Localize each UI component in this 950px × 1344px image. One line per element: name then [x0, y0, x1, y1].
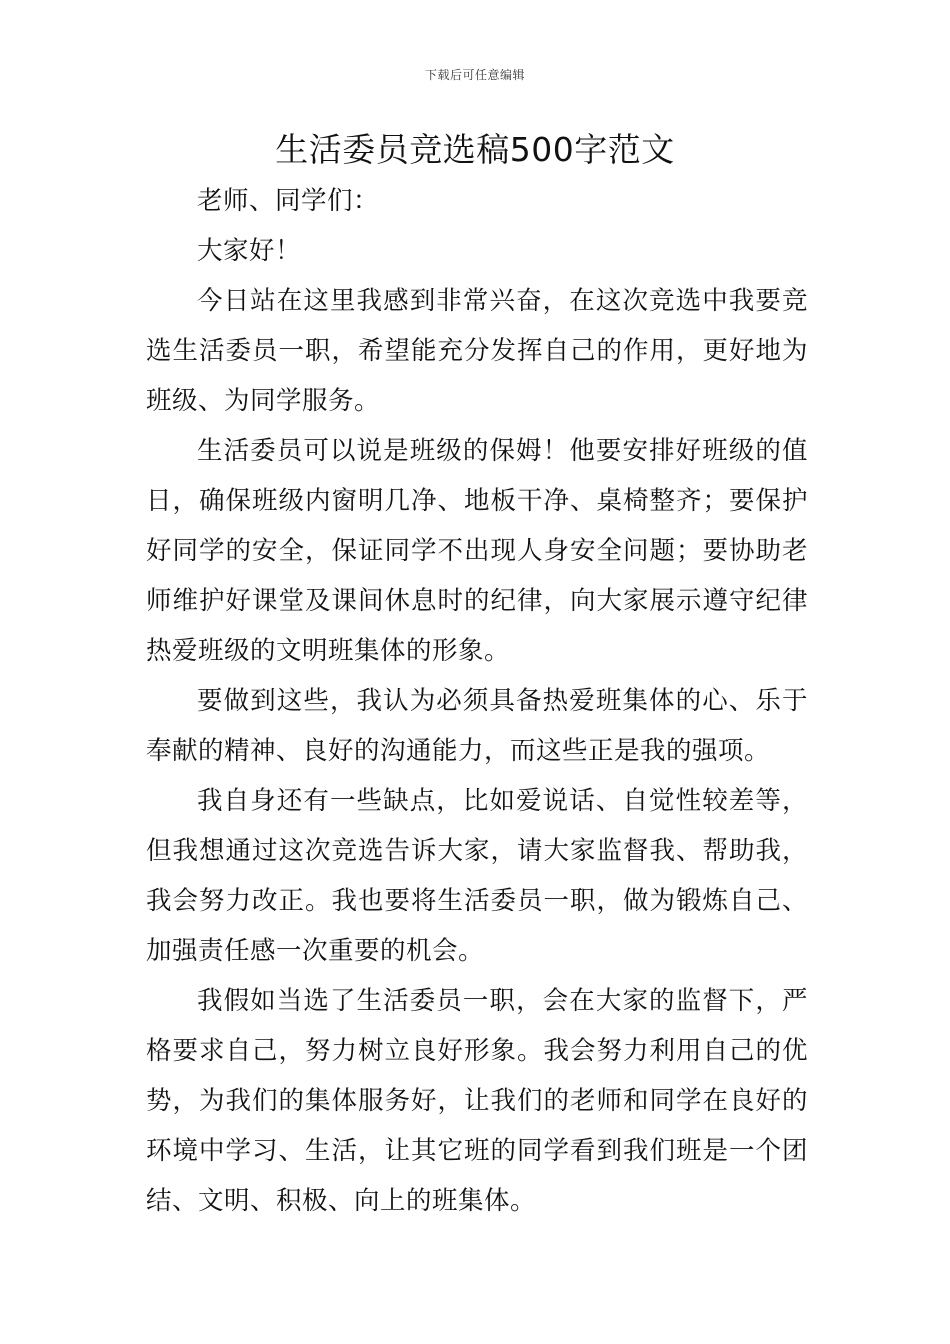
- salutation: 老师、同学们：: [197, 186, 380, 216]
- document-body: [146, 176, 808, 1226]
- greeting: 大家好！: [197, 236, 302, 266]
- paragraph-5: 我假如当选了生活委员一职，会在大家的监督下，严格要求自己，努力树立良好形象。我会努力利用自己的优势，为我们的集体服务好，让我们的老师和同学在良好的环境中学习、生活，让其它班的同学看到我们班是一个团结、文明、积极、向上的班集体。: [146, 986, 808, 1216]
- paragraph-3: 要做到这些，我认为必须具备热爱班集体的心、乐于奉献的精神、良好的沟通能力，而这些正是我的强项。: [146, 686, 808, 766]
- paragraph-2: 生活委员可以说是班级的保姆！他要安排好班级的值日，确保班级内窗明几净、地板干净、桌椅整齐；要保护好同学的安全，保证同学不出现人身安全问题；要协助老师维护好课堂及课间休息时的纪律，向大家展示遵守纪律热爱班级的文明班集体的形象。: [146, 436, 808, 666]
- header-note: 下载后可任意编辑: [424, 68, 525, 82]
- paragraph-1: 今日站在这里我感到非常兴奋，在这次竞选中我要竞选生活委员一职，希望能充分发挥自己的作用，更好地为班级、为同学服务。: [146, 286, 808, 416]
- document-title: 生活委员竞选稿500字范文: [275, 130, 675, 169]
- paragraph-4: 我自身还有一些缺点，比如爱说话、自觉性较差等，但我想通过这次竞选告诉大家，请大家监督我、帮助我，我会努力改正。我也要将生活委员一职，做为锻炼自己、加强责任感一次重要的机会。: [146, 786, 808, 966]
